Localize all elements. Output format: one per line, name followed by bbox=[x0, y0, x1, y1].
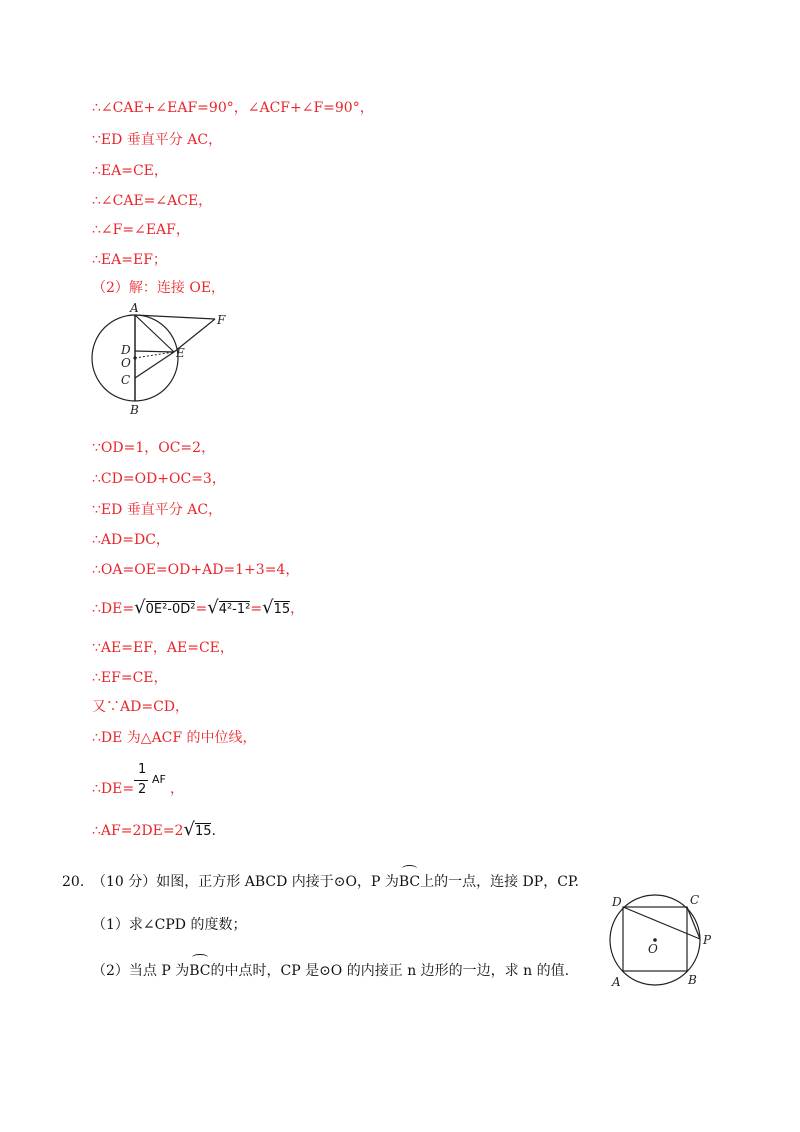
solution-line-9: ∴CD=OD+OC=3， bbox=[92, 471, 226, 487]
q20-text-a: （10 分）如图，正方形 ABCD 内接于⊙O，P 为 bbox=[92, 874, 399, 890]
half-numerator: 1 bbox=[138, 762, 147, 777]
solution-line-2: ∵ED 垂直平分 AC， bbox=[92, 132, 223, 148]
q20-part-1: （1）求∠CPD 的度数； bbox=[92, 917, 247, 933]
q20-part2-b: 的中点时，CP 是⊙O 的内接正 n 边形的一边，求 n 的值. bbox=[210, 963, 570, 979]
de-expr-1: 0E²-0D² bbox=[145, 602, 196, 617]
de-sqrt-line: ∴DE=√0E²-0D²=√4²-1²=√15， bbox=[92, 597, 305, 618]
q20-number: 20. bbox=[62, 874, 85, 890]
fig1-label-b: B bbox=[130, 403, 139, 417]
fig1-label-f: F bbox=[217, 313, 226, 327]
circle-figure-1 bbox=[85, 302, 235, 417]
af-root: 15 bbox=[194, 824, 212, 839]
solution-line-4: ∴∠CAE=∠ACE， bbox=[92, 193, 213, 209]
fig1-label-d: D bbox=[121, 343, 131, 357]
solution-line-7: （2）解：连接 OE， bbox=[92, 280, 226, 296]
fig2-label-b: B bbox=[688, 973, 697, 987]
solution-line-15: 又∵AD=CD， bbox=[92, 699, 190, 715]
solution-line-13: ∵AE=EF，AE=CE， bbox=[92, 640, 234, 656]
solution-line-8: ∵OD=1，OC=2， bbox=[92, 440, 216, 456]
de-eq-2: = bbox=[250, 601, 263, 617]
de-suffix: ， bbox=[290, 601, 305, 617]
solution-line-10: ∵ED 垂直平分 AC， bbox=[92, 502, 223, 518]
solution-line-11: ∴AD=DC， bbox=[92, 532, 170, 548]
fig2-label-c: C bbox=[690, 893, 700, 907]
af-suffix: . bbox=[211, 823, 216, 839]
q20-part2-a: （2）当点 P 为 bbox=[92, 963, 190, 979]
solution-line-6: ∴EA=EF； bbox=[92, 252, 167, 268]
solution-line-14: ∴EF=CE， bbox=[92, 670, 168, 686]
de-eq-1: = bbox=[195, 601, 208, 617]
fig1-label-e: E bbox=[176, 346, 185, 360]
q20-arc-bc: BC bbox=[398, 874, 421, 890]
fig1-label-o: O bbox=[121, 356, 131, 370]
half-denominator: 2 bbox=[138, 782, 147, 797]
half-prefix: ∴DE= bbox=[92, 781, 135, 797]
de-expr-2: 4²-1² bbox=[218, 602, 251, 617]
fig2-label-d: D bbox=[612, 895, 622, 909]
fig2-label-a: A bbox=[612, 975, 621, 989]
q20-stem bbox=[92, 872, 579, 892]
half-suffix: ， bbox=[170, 781, 184, 797]
solution-line-3: ∴EA=CE， bbox=[92, 163, 168, 179]
solution-line-16: ∴DE 为△ACF 的中位线， bbox=[92, 730, 257, 746]
de-expr-3: 15 bbox=[273, 602, 291, 617]
fig1-label-a: A bbox=[130, 302, 139, 315]
square-circle-figure bbox=[604, 890, 724, 995]
q20-part-2 bbox=[92, 961, 569, 981]
af-prefix: ∴AF=2DE=2 bbox=[92, 823, 184, 839]
de-prefix: ∴DE= bbox=[92, 601, 135, 617]
half-af: AF bbox=[152, 773, 166, 786]
fig2-label-o: O bbox=[648, 942, 658, 956]
q20-part2-arc-bc: BC bbox=[189, 963, 211, 979]
fig2-label-p: P bbox=[703, 933, 712, 947]
af-line: ∴AF=2DE=2√15. bbox=[92, 819, 216, 840]
q20-text-b: 上的一点，连接 DP，CP. bbox=[420, 874, 579, 890]
solution-line-12: ∴OA=OE=OD+AD=1+3=4， bbox=[92, 562, 300, 578]
fig1-label-c: C bbox=[121, 373, 131, 387]
solution-line-5: ∴∠F=∠EAF， bbox=[92, 222, 190, 238]
solution-line-1: ∴∠CAE+∠EAF=90°，∠ACF+∠F=90°， bbox=[92, 100, 374, 116]
